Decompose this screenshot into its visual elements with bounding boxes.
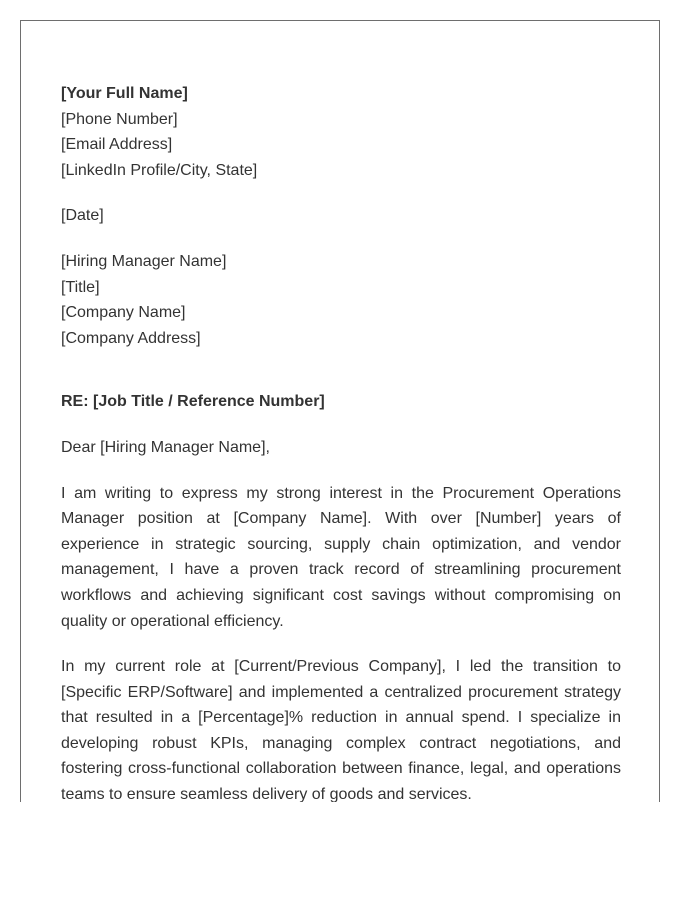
- sender-full-name: [Your Full Name]: [61, 85, 188, 102]
- body-paragraph-2: In my current role at [Current/Previous Company], I led the transition to [Specific ERP/Software] and implemented a centralized procurement strategy that resulted in a [Percentage]% reduction in annual spend. I specialize in developing robust KPIs, managing complex contract negotiations, and fostering cross-functional collaboration between finance, legal, and operations teams to ensure seamless delivery of goods and services.: [61, 658, 621, 802]
- letter-page: [20, 20, 660, 802]
- letter-date: [Date]: [61, 207, 104, 225]
- date-block: [61, 203, 621, 229]
- subject-line: RE: [Job Title / Reference Number]: [61, 393, 325, 411]
- recipient-address: [Company Address]: [61, 329, 201, 347]
- salutation-block: [61, 435, 621, 461]
- sender-block: [61, 81, 621, 183]
- recipient-block: [61, 249, 621, 351]
- letter-body: [61, 81, 621, 802]
- sender-phone: [Phone Number]: [61, 110, 178, 128]
- subject-block: [61, 389, 621, 415]
- body-paragraph-1: I am writing to express my strong interest in the Procurement Operations Manager position at [Company Name]. With over [Number] years of experience in strategic sourcing, supply chain optimization, and vendor management, I have a proven track record of streamlining procurement workflows and achieving significant cost savings without compromising on quality or operational efficiency.: [61, 484, 621, 630]
- recipient-title: [Title]: [61, 278, 100, 296]
- salutation: Dear [Hiring Manager Name],: [61, 438, 270, 456]
- sender-email: [Email Address]: [61, 136, 173, 154]
- recipient-name: [Hiring Manager Name]: [61, 252, 227, 270]
- recipient-company: [Company Name]: [61, 304, 186, 322]
- sender-linkedin-city: [LinkedIn Profile/City, State]: [61, 161, 258, 179]
